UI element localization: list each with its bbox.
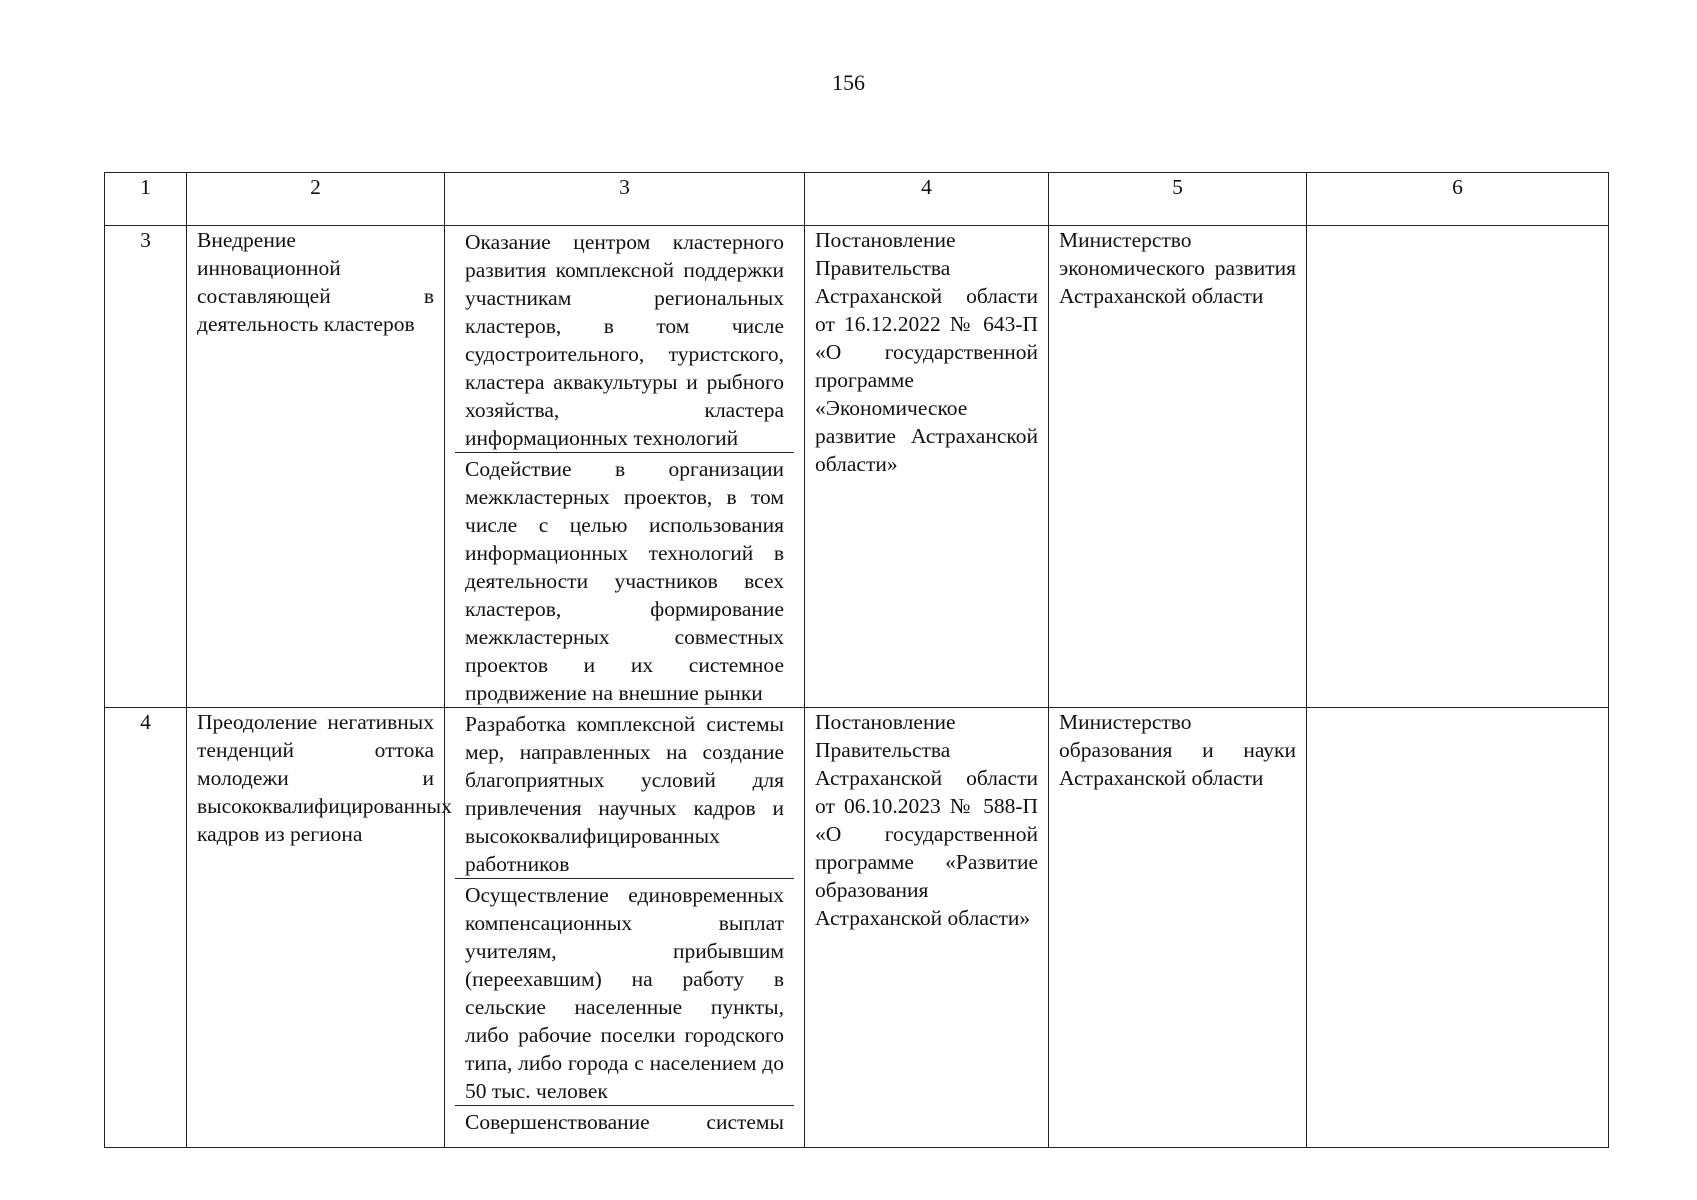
measures-cell [445,226,805,708]
measure-item: Осуществление единовременных компенсационных выплат учителям, прибывшим (переехавшим) на работу в сельские населенные пункты, либо рабочие поселки городского типа, либо города с населением до 50 тыс. человек [455,878,794,1105]
column-header: 6 [1307,173,1609,226]
column-header: 4 [805,173,1049,226]
column-6-cell [1307,708,1609,1148]
row-number: 3 [105,226,187,708]
page-number: 156 [832,70,865,95]
measure-item: Разработка комплексной системы мер, направленных на создание благоприятных условий для привлечения научных кадров и высококвалифицированных работников [465,712,784,876]
task-cell: Преодоление негативных тенденций оттока молодежи и высококвалифицированных кадров из региона [187,708,445,1148]
column-6-cell [1307,226,1609,708]
measures-cell [445,708,805,1148]
table-row [105,708,1609,1148]
row-number: 4 [105,708,187,1148]
document-cell: Постановление Правительства Астраханской области от 16.12.2022 № 643-П «О государственной программе «Экономическое развитие Астраханской области» [805,226,1049,708]
table-row [105,226,1609,708]
measure-item: Оказание центром кластерного развития комплексной поддержки участникам региональных кластеров, в том числе судостроительного, туристского, кластера аквакультуры и рыбного хозяйства, кластера информационных технологий [465,230,784,450]
executor-cell: Министерство экономического развития Астраханской области [1049,226,1307,708]
measure-item: Совершенствование системы [455,1105,794,1136]
executor-cell: Министерство образования и науки Астраханской области [1049,708,1307,1148]
column-header: 1 [105,173,187,226]
measure-item: Содействие в организации межкластерных проектов, в том числе с целью использования информационных технологий в деятельности участников всех кластеров, формирование межкластерных совместных проектов и их системное продвижение на внешние рынки [455,452,794,707]
column-header: 5 [1049,173,1307,226]
measures-table [104,172,1609,1148]
table-header-row [105,173,1609,226]
column-header: 3 [445,173,805,226]
task-cell: Внедрение инновационной составляющей в деятельность кластеров [187,226,445,708]
document-cell: Постановление Правительства Астраханской области от 06.10.2023 № 588-П «О государственной программе «Развитие образования Астраханской области» [805,708,1049,1148]
column-header: 2 [187,173,445,226]
